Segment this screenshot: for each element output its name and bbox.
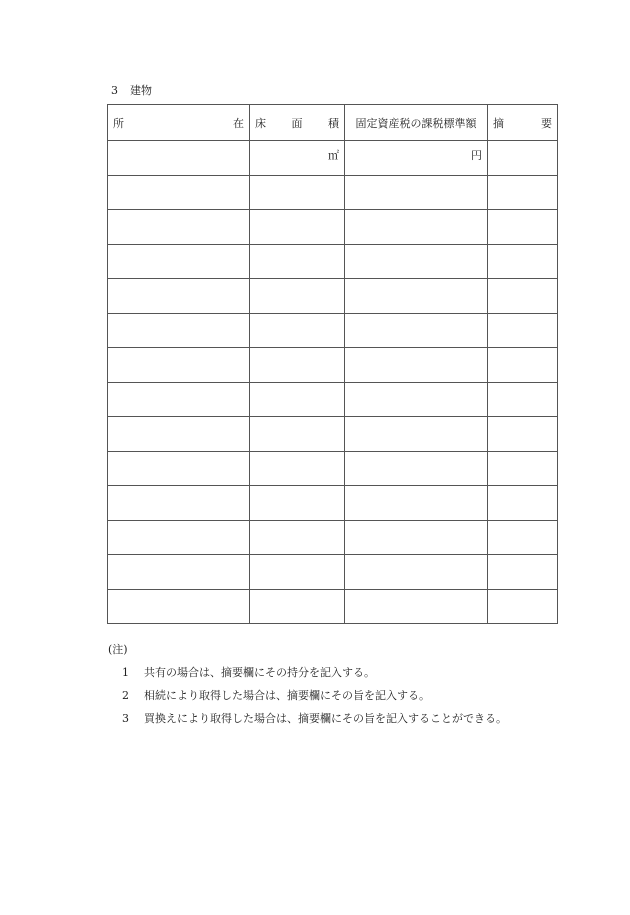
location-cell[interactable] <box>108 486 250 521</box>
remarks-cell[interactable] <box>488 210 558 245</box>
tax-standard-cell[interactable] <box>345 382 488 417</box>
floor-area-cell[interactable] <box>250 279 345 314</box>
header-remarks: 摘 要 <box>488 105 558 141</box>
location-cell[interactable] <box>108 589 250 624</box>
floor-area-cell[interactable] <box>250 244 345 279</box>
table-row <box>108 348 558 383</box>
floor-area-cell[interactable] <box>250 520 345 555</box>
floor-area-cell[interactable] <box>250 486 345 521</box>
location-cell[interactable] <box>108 244 250 279</box>
floor-area-unit: ㎡ <box>328 149 339 162</box>
remarks-cell[interactable] <box>488 486 558 521</box>
table-row <box>108 210 558 245</box>
location-cell[interactable] <box>108 313 250 348</box>
tax-standard-unit: 円 <box>471 149 482 162</box>
remarks-cell[interactable] <box>488 451 558 486</box>
remarks-cell[interactable] <box>488 417 558 452</box>
table-row <box>108 451 558 486</box>
section-title <box>111 84 152 98</box>
location-cell[interactable] <box>108 382 250 417</box>
table-row <box>108 382 558 417</box>
location-cell[interactable] <box>108 555 250 590</box>
tax-standard-cell[interactable] <box>345 555 488 590</box>
remarks-cell[interactable] <box>488 313 558 348</box>
remarks-cell[interactable] <box>488 348 558 383</box>
floor-area-cell[interactable] <box>250 313 345 348</box>
section-title-text: 建物 <box>130 84 152 97</box>
remarks-cell[interactable] <box>488 382 558 417</box>
location-cell[interactable] <box>108 417 250 452</box>
remarks-cell[interactable] <box>488 175 558 210</box>
tax-standard-cell[interactable] <box>345 589 488 624</box>
tax-standard-cell[interactable] <box>345 486 488 521</box>
notes-heading: (注) <box>108 643 128 656</box>
table-row <box>108 244 558 279</box>
note-item: 1 共有の場合は、摘要欄にその持分を記入する。 <box>122 666 375 679</box>
table-row <box>108 555 558 590</box>
tax-standard-cell[interactable] <box>345 520 488 555</box>
note-item: 2 相続により取得した場合は、摘要欄にその旨を記入する。 <box>122 689 430 702</box>
table-row <box>108 279 558 314</box>
floor-area-cell[interactable] <box>250 589 345 624</box>
remarks-cell[interactable] <box>488 244 558 279</box>
tax-standard-cell[interactable] <box>345 279 488 314</box>
section-number: 3 <box>111 84 118 97</box>
floor-area-cell[interactable] <box>250 451 345 486</box>
remarks-cell[interactable] <box>488 589 558 624</box>
tax-standard-cell[interactable] <box>345 210 488 245</box>
location-cell[interactable] <box>108 141 250 176</box>
remarks-cell[interactable] <box>488 520 558 555</box>
table-row <box>108 175 558 210</box>
header-floor-area: 床 面 積 <box>250 105 345 141</box>
note-item: 3 買換えにより取得した場合は、摘要欄にその旨を記入することができる。 <box>122 712 507 725</box>
tax-standard-cell[interactable] <box>345 451 488 486</box>
location-cell[interactable] <box>108 451 250 486</box>
floor-area-cell[interactable] <box>250 382 345 417</box>
remarks-cell[interactable] <box>488 141 558 176</box>
floor-area-cell[interactable] <box>250 175 345 210</box>
table-row <box>108 486 558 521</box>
location-cell[interactable] <box>108 175 250 210</box>
header-tax-standard: 固定資産税の課税標準額 <box>345 105 488 141</box>
tax-standard-cell[interactable] <box>345 244 488 279</box>
floor-area-cell[interactable] <box>250 141 345 176</box>
notes <box>108 638 507 730</box>
floor-area-cell[interactable] <box>250 348 345 383</box>
header-location: 所 在 <box>108 105 250 141</box>
location-cell[interactable] <box>108 279 250 314</box>
tax-standard-cell[interactable] <box>345 313 488 348</box>
table-row <box>108 589 558 624</box>
tax-standard-cell[interactable] <box>345 175 488 210</box>
floor-area-cell[interactable] <box>250 417 345 452</box>
remarks-cell[interactable] <box>488 555 558 590</box>
table-row <box>108 141 558 176</box>
table-row <box>108 313 558 348</box>
floor-area-cell[interactable] <box>250 555 345 590</box>
building-table <box>107 104 558 624</box>
tax-standard-cell[interactable] <box>345 417 488 452</box>
location-cell[interactable] <box>108 348 250 383</box>
remarks-cell[interactable] <box>488 279 558 314</box>
tax-standard-cell[interactable] <box>345 348 488 383</box>
location-cell[interactable] <box>108 520 250 555</box>
table-row <box>108 520 558 555</box>
location-cell[interactable] <box>108 210 250 245</box>
tax-standard-cell[interactable] <box>345 141 488 176</box>
header-row <box>108 105 558 141</box>
floor-area-cell[interactable] <box>250 210 345 245</box>
table-row <box>108 417 558 452</box>
